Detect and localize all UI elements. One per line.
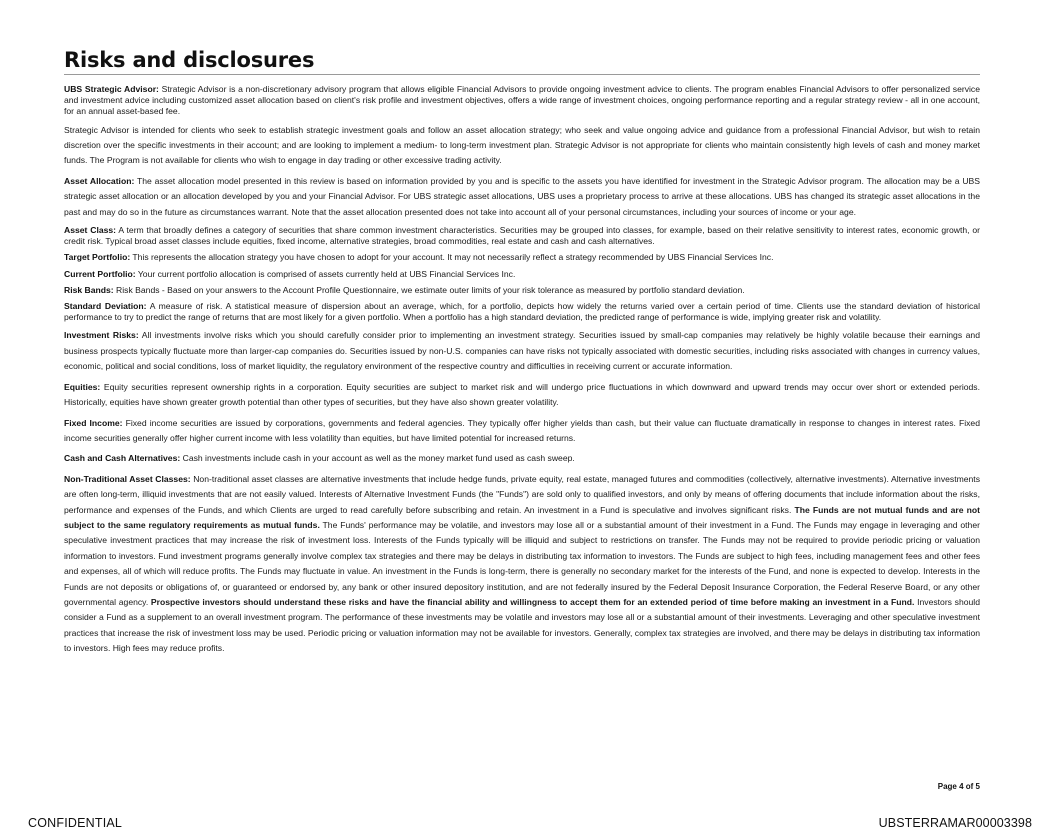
paragraph-text: Fixed income securities are issued by corporations, governments and federal agencies. They typically offer higher yields than cash, but their value can fluctuate dramatically in response to changes in interest rates. Fixed income securities generally offer higher current income with less volatility than equities, but have limited potential for increased returns.: [64, 417, 980, 443]
paragraph-standard-deviation: [64, 301, 980, 323]
paragraph-investment-risks: [64, 328, 980, 374]
paragraph-text: This represents the allocation strategy you have chosen to adopt for your account. It may not necessarily reflect a strategy recommended by UBS Financial Services Inc.: [130, 252, 774, 263]
paragraph-text: A measure of risk. A statistical measure of dispersion about an average, which, for a portfolio, depicts how widely the returns varied over a certain period of time. Clients use the standard deviation of historical performance to try to predict the range of returns that are most likely for a given portfolio. When a portfolio has a high standard deviation, the predicted range of performance is wide, implying greater risk and volatility.: [64, 301, 980, 323]
term-label: Target Portfolio:: [64, 252, 131, 263]
page-title: Risks and disclosures: [64, 48, 980, 75]
disclosures-body: [64, 84, 980, 657]
term-label: Risk Bands:: [64, 284, 114, 295]
paragraph-text: Non-traditional asset classes are alternative investments that include hedge funds, private equity, real estate, managed futures and commodities (collectively, alternative investments). Alternative investments are often long-term, illiquid investments that are not easily valued. Interests of Alternative Investment Funds (the "Funds") are sold only to qualified investors, and only by means of offering documents that include information about the risks, performance and expenses of the Funds, and which Clients are urged to read carefully before subscribing and retain. An investment in a Fund is speculative and involves significant risks.: [64, 473, 980, 515]
term-label: Non-Traditional Asset Classes:: [64, 473, 191, 484]
paragraph-target-portfolio: [64, 252, 980, 263]
paragraph-asset-class: [64, 225, 980, 247]
page-number: Page 4 of 5: [937, 782, 980, 791]
term-label: Asset Class:: [64, 225, 117, 236]
paragraph-text: Investors should consider a Fund as a supplement to an overall investment program. The performance of these investments may be volatile and investors may lose all or a substantial amount of their investments. Leveraging and other speculative investment practices that increase the risk of investment loss may be used. Periodic pricing or valuation information may not be available for investors. Generally, complex tax strategies are involved, and there may be delays in distributing tax information to investors. High fees may reduce profits.: [64, 596, 980, 654]
paragraph-current-portfolio: [64, 269, 980, 280]
paragraph-non-traditional: [64, 472, 980, 657]
paragraph-asset-allocation: [64, 174, 980, 220]
term-label: Investment Risks:: [64, 330, 139, 341]
paragraph-risk-bands: [64, 285, 980, 296]
term-label: Current Portfolio:: [64, 268, 136, 279]
paragraph-text: Equity securities represent ownership rights in a corporation. Equity securities are subject to market risk and will undergo price fluctuations in which downward and upward trends may occur over short or extended periods. Historically, equities have shown greater growth potential than other types of securities, but they have also shown greater volatility.: [64, 381, 980, 408]
term-label: Asset Allocation:: [64, 175, 135, 186]
disclosures-page: [64, 48, 980, 662]
paragraph-text: Strategic Advisor is intended for clients who seek to establish strategic investment goals and follow an asset allocation strategy; who seek and value ongoing advice and guidance from a professional Financial Advisor, but wish to retain discretion over the specific investments in their account; and are looking to implement a medium- to long-term investment plan. Strategic Advisor is not appropriate for clients who maintain consistently high levels of cash and money market funds. The Program is not available for clients who wish to engage in day trading or other excessive trading activity.: [64, 124, 980, 166]
paragraph-text: Your current portfolio allocation is comprised of assets currently held at UBS Financial Services Inc.: [135, 268, 516, 279]
bold-warning: The Funds are not mutual funds and are not subject to the same regulatory requirements as mutual funds.: [64, 504, 980, 530]
bold-warning: Prospective investors should understand these risks and have the financial ability and willingness to accept them for an extended period of time before making an investment in a Fund.: [150, 596, 915, 607]
paragraph-text: All investments involve risks which you should carefully consider prior to implementing an investment strategy. Securities issued by small-cap companies may relatively be highly volatile because their earnings and business prospects typically fluctuate more than larger-cap companies do. Securities issued by non-U.S. companies can have risks not typically associated with domestic securities, including risks associated with changes in currency values, economic, political and social conditions, loss of market liquidity, the regulatory environment of the respective country and difficulties in receiving current or accurate information.: [64, 330, 980, 372]
paragraph-text: Cash investments include cash in your account as well as the money market fund used as cash sweep.: [180, 453, 575, 464]
term-label: Cash and Cash Alternatives:: [64, 453, 181, 464]
paragraph-fixed-income: [64, 416, 980, 447]
paragraph-text: The Funds' performance may be volatile, and investors may lose all or a substantial amount of their investment in a Fund. The Funds may engage in leveraging and other speculative investment practices that may increase the risk of investment loss. Interests of the Funds typically will be illiquid and subject to restrictions on transfer. The Funds may not be required to provide periodic pricing or valuation information to investors. Fund investment programs generally involve complex tax strategies and there may be delays in distributing tax information to investors. The Funds are subject to high fees, including management fees and other fees and expenses, all of which will reduce profits. The Funds may fluctuate in value. An investment in the Funds is long-term, there is generally no secondary market for the interests of the Fund, and none is expected to develop. Interests in the Funds are not deposits or obligations of, or guaranteed or endorsed by, any bank or other insured depository institution, and are not federally insured by the Federal Deposit Insurance Corporation, the Federal Reserve Board, or any other governmental agency.: [64, 519, 980, 607]
term-label: UBS Strategic Advisor:: [64, 84, 159, 94]
paragraph-text: A term that broadly defines a category of securities that share common investment characteristics. Securities may be grouped into classes, for example, based on their relative sensitivity to interest rates, economic growth, or credit risk. Typical broad asset classes include equities, fixed income, alternative strategies, broad commodities, real estate and cash and cash alternatives.: [64, 225, 980, 247]
paragraph-text: Risk Bands - Based on your answers to the Account Profile Questionnaire, we estimate outer limits of your risk tolerance as measured by portfolio standard deviation.: [113, 284, 745, 295]
paragraph-strategic-advisor: [64, 84, 980, 118]
paragraph-equities: [64, 380, 980, 411]
paragraph-text: The asset allocation model presented in this review is based on information provided by you and is specific to the assets you have identified for investment in the Strategic Advisor program. The allocation may be a UBS strategic asset allocation or an allocation developed by you and your Financial Advisor. For UBS strategic asset allocations, UBS uses a proprietary process to arrive at these allocations. UBS has changed its strategic asset allocations in the past and may do so in the future as circumstances warrant. Note that the asset allocation presented does not take into account all of your personal circumstances, including your sources of income or your age.: [64, 175, 981, 217]
bates-number: UBSTERRAMAR00003398: [878, 816, 1032, 830]
confidential-label: CONFIDENTIAL: [28, 816, 123, 830]
paragraph-text: Strategic Advisor is a non-discretionary advisory program that allows eligible Financial Advisors to provide ongoing investment advice to clients. The program enables Financial Advisors to offer personalized service and investment advice including customized asset allocation based on client's risk profile and investment objectives, offers a wide range of investment choices, ongoing performance reporting and a regular strategy review - all in one account, for an annual asset-based fee.: [64, 84, 980, 117]
paragraph-strategic-advisor-2: [64, 123, 980, 169]
paragraph-cash: [64, 451, 980, 466]
term-label: Fixed Income:: [64, 417, 123, 428]
term-label: Equities:: [64, 381, 101, 392]
term-label: Standard Deviation:: [64, 301, 147, 312]
